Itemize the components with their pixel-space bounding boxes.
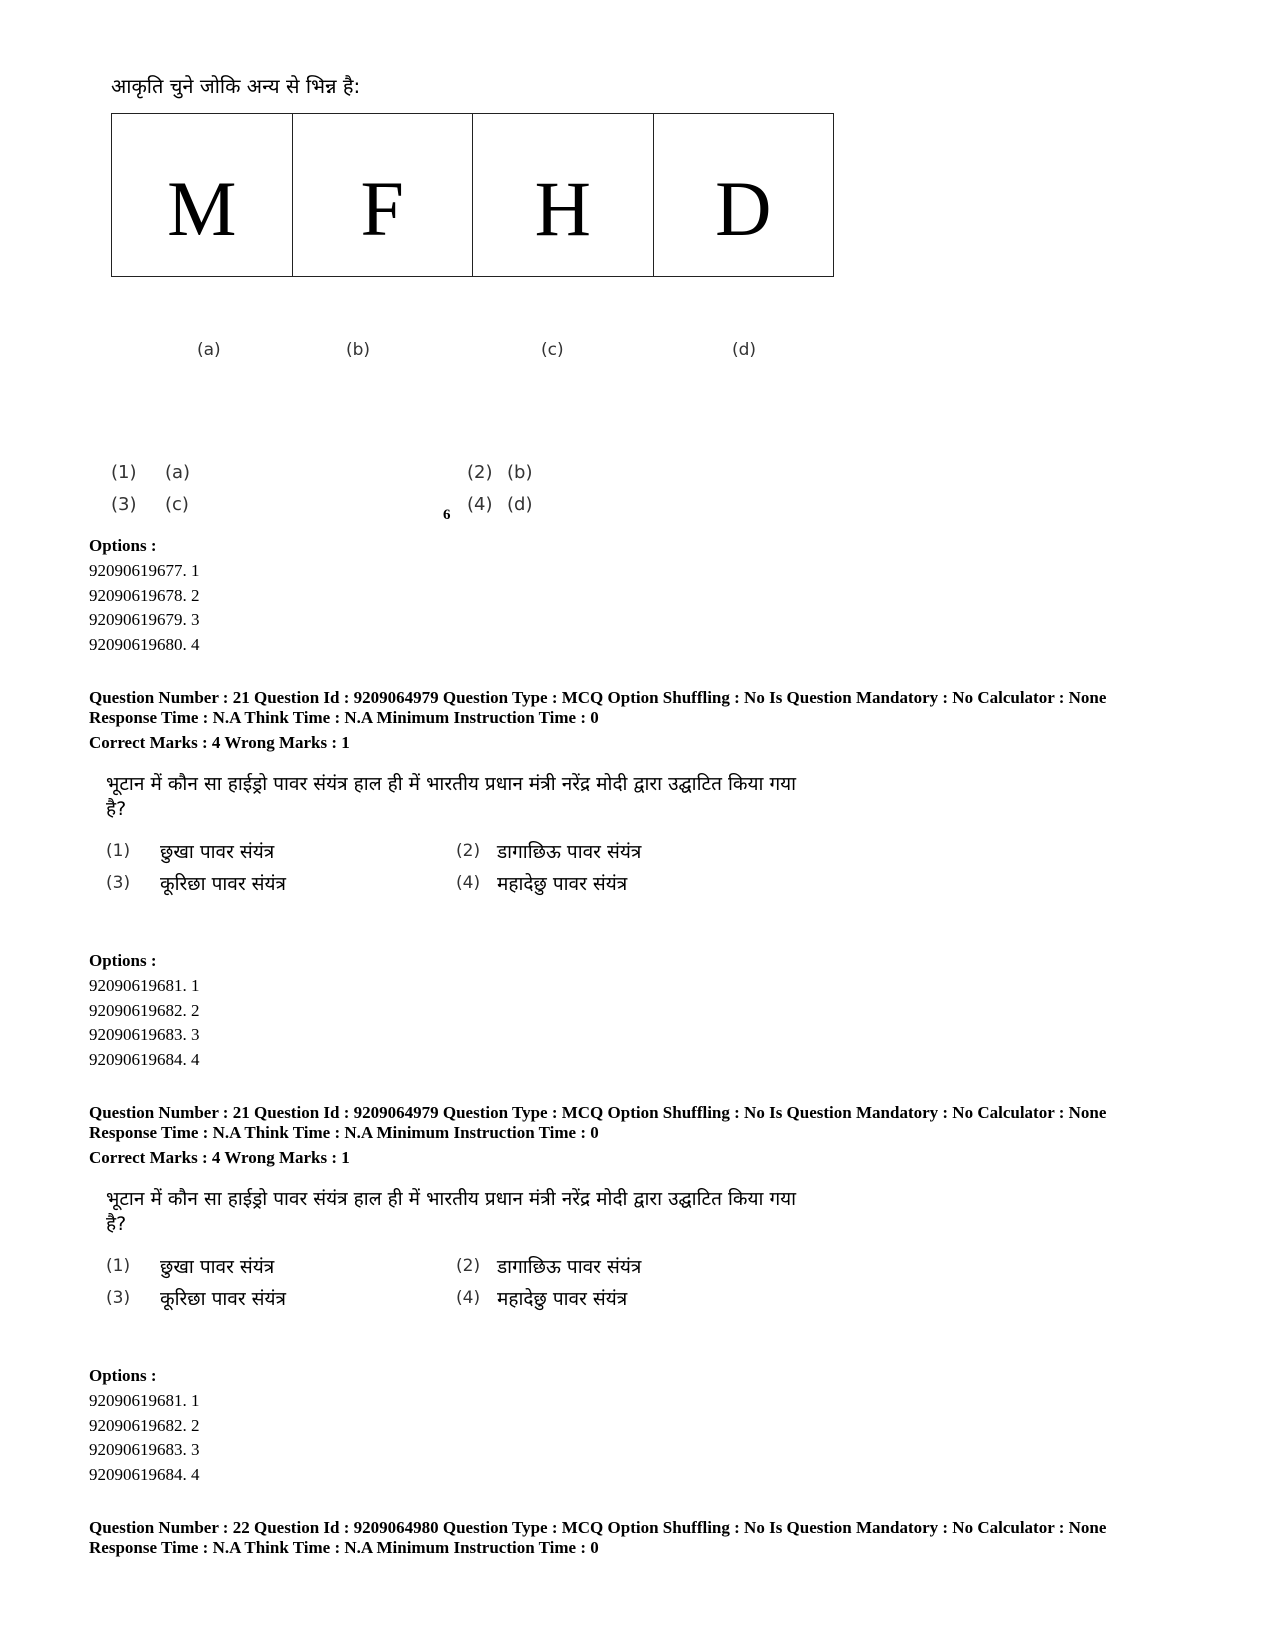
q21a-answer-text-2: डागाछिऊ पावर संयंत्र bbox=[497, 841, 642, 863]
option-id-line: 92090619677. 1 bbox=[89, 561, 200, 580]
q20-answer-num-4: (4) bbox=[467, 494, 493, 515]
option-id-line: 92090619682. 2 bbox=[89, 1415, 200, 1435]
q21b-answer-num-1: (1) bbox=[106, 1256, 131, 1276]
q21a-answer-text-1: छुखा पावर संयंत्र bbox=[160, 841, 275, 863]
figure-box bbox=[111, 113, 834, 277]
q21a-answer-text-4: महादेछु पावर संयंत्र bbox=[497, 873, 628, 895]
option-id-line: 92090619681. 1 bbox=[89, 976, 200, 995]
page-number: 6 bbox=[443, 507, 451, 523]
q22-meta-line-1: Question Number : 22 Question Id : 9209064980 Question Type : MCQ Option Shuffling : No Is Question Mandatory : No Calculator : None bbox=[89, 1518, 1107, 1537]
q20-answer-text-1: (a) bbox=[165, 462, 191, 483]
option-id-line: 92090619678. 2 bbox=[89, 585, 200, 605]
option-id-line: 92090619683. 3 bbox=[89, 1440, 200, 1459]
q21a-answer-num-1: (1) bbox=[106, 841, 131, 861]
q21b-options-heading: Options : bbox=[89, 1366, 157, 1385]
figure-letter-a: M bbox=[112, 114, 293, 276]
option-id-line: 92090619684. 4 bbox=[89, 1049, 200, 1069]
q21b-question-line-1: भूटान में कौन सा हाईड्रो पावर संयंत्र हाल ही में भारतीय प्रधान मंत्री नरेंद्र मोदी द्वारा उद्घाटित किया गया bbox=[106, 1188, 797, 1210]
q21b-answer-num-3: (3) bbox=[106, 1288, 131, 1308]
q20-question-text: आकृति चुने जोकि अन्य से भिन्न है: bbox=[111, 74, 361, 98]
figure-letter-d: D bbox=[715, 165, 772, 252]
figure-label-c: (c) bbox=[541, 340, 564, 360]
q21b-marks: Correct Marks : 4 Wrong Marks : 1 bbox=[89, 1148, 350, 1167]
q21b-question-line-2: है? bbox=[106, 1213, 127, 1235]
q20-answer-text-2: (b) bbox=[507, 462, 533, 483]
q21a-question-line-1: भूटान में कौन सा हाईड्रो पावर संयंत्र हाल ही में भारतीय प्रधान मंत्री नरेंद्र मोदी द्वारा उद्घाटित किया गया bbox=[106, 773, 797, 795]
figure-letter-b: F bbox=[293, 114, 474, 276]
q21a-answer-text-3: कूरिछा पावर संयंत्र bbox=[160, 873, 287, 895]
q21a-question-line-2: है? bbox=[106, 798, 127, 820]
q20-answer-text-4: (d) bbox=[507, 494, 533, 515]
q21b-meta-line-1: Question Number : 21 Question Id : 9209064979 Question Type : MCQ Option Shuffling : No Is Question Mandatory : No Calculator : None bbox=[89, 1103, 1107, 1122]
q22-meta-line-2: Response Time : N.A Think Time : N.A Minimum Instruction Time : 0 bbox=[89, 1538, 599, 1557]
q20-options-list bbox=[89, 559, 200, 657]
q21b-answer-text-3: कूरिछा पावर संयंत्र bbox=[160, 1288, 287, 1310]
option-id-line: 92090619682. 2 bbox=[89, 1000, 200, 1020]
q21a-meta-line-2: Response Time : N.A Think Time : N.A Minimum Instruction Time : 0 bbox=[89, 708, 599, 727]
q20-options-heading: Options : bbox=[89, 536, 157, 555]
figure-label-b: (b) bbox=[346, 340, 371, 360]
figure-label-a: (a) bbox=[197, 340, 221, 360]
q20-answer-num-2: (2) bbox=[467, 462, 493, 483]
q20-answer-num-1: (1) bbox=[111, 462, 137, 483]
q21b-options-list bbox=[89, 1389, 200, 1487]
q21b-answer-text-2: डागाछिऊ पावर संयंत्र bbox=[497, 1256, 642, 1278]
q21a-options-heading: Options : bbox=[89, 951, 157, 970]
q21b-answer-num-4: (4) bbox=[456, 1288, 481, 1308]
q21a-meta-line-1: Question Number : 21 Question Id : 9209064979 Question Type : MCQ Option Shuffling : No Is Question Mandatory : No Calculator : None bbox=[89, 688, 1107, 707]
q21a-answer-num-3: (3) bbox=[106, 873, 131, 893]
q21a-marks: Correct Marks : 4 Wrong Marks : 1 bbox=[89, 733, 350, 752]
q21a-options-list bbox=[89, 974, 200, 1072]
q21a-answer-num-4: (4) bbox=[456, 873, 481, 893]
figure-letter-c: H bbox=[473, 114, 654, 276]
option-id-line: 92090619679. 3 bbox=[89, 610, 200, 629]
q21a-answer-num-2: (2) bbox=[456, 841, 481, 861]
option-id-line: 92090619684. 4 bbox=[89, 1464, 200, 1484]
figure-label-d: (d) bbox=[732, 340, 757, 360]
option-id-line: 92090619683. 3 bbox=[89, 1025, 200, 1044]
option-id-line: 92090619680. 4 bbox=[89, 634, 200, 654]
q21b-answer-num-2: (2) bbox=[456, 1256, 481, 1276]
q20-answer-num-3: (3) bbox=[111, 494, 137, 515]
q21b-answer-text-4: महादेछु पावर संयंत्र bbox=[497, 1288, 628, 1310]
option-id-line: 92090619681. 1 bbox=[89, 1391, 200, 1410]
q21b-answer-text-1: छुखा पावर संयंत्र bbox=[160, 1256, 275, 1278]
q20-answer-text-3: (c) bbox=[165, 494, 189, 515]
q21b-meta-line-2: Response Time : N.A Think Time : N.A Minimum Instruction Time : 0 bbox=[89, 1123, 599, 1142]
